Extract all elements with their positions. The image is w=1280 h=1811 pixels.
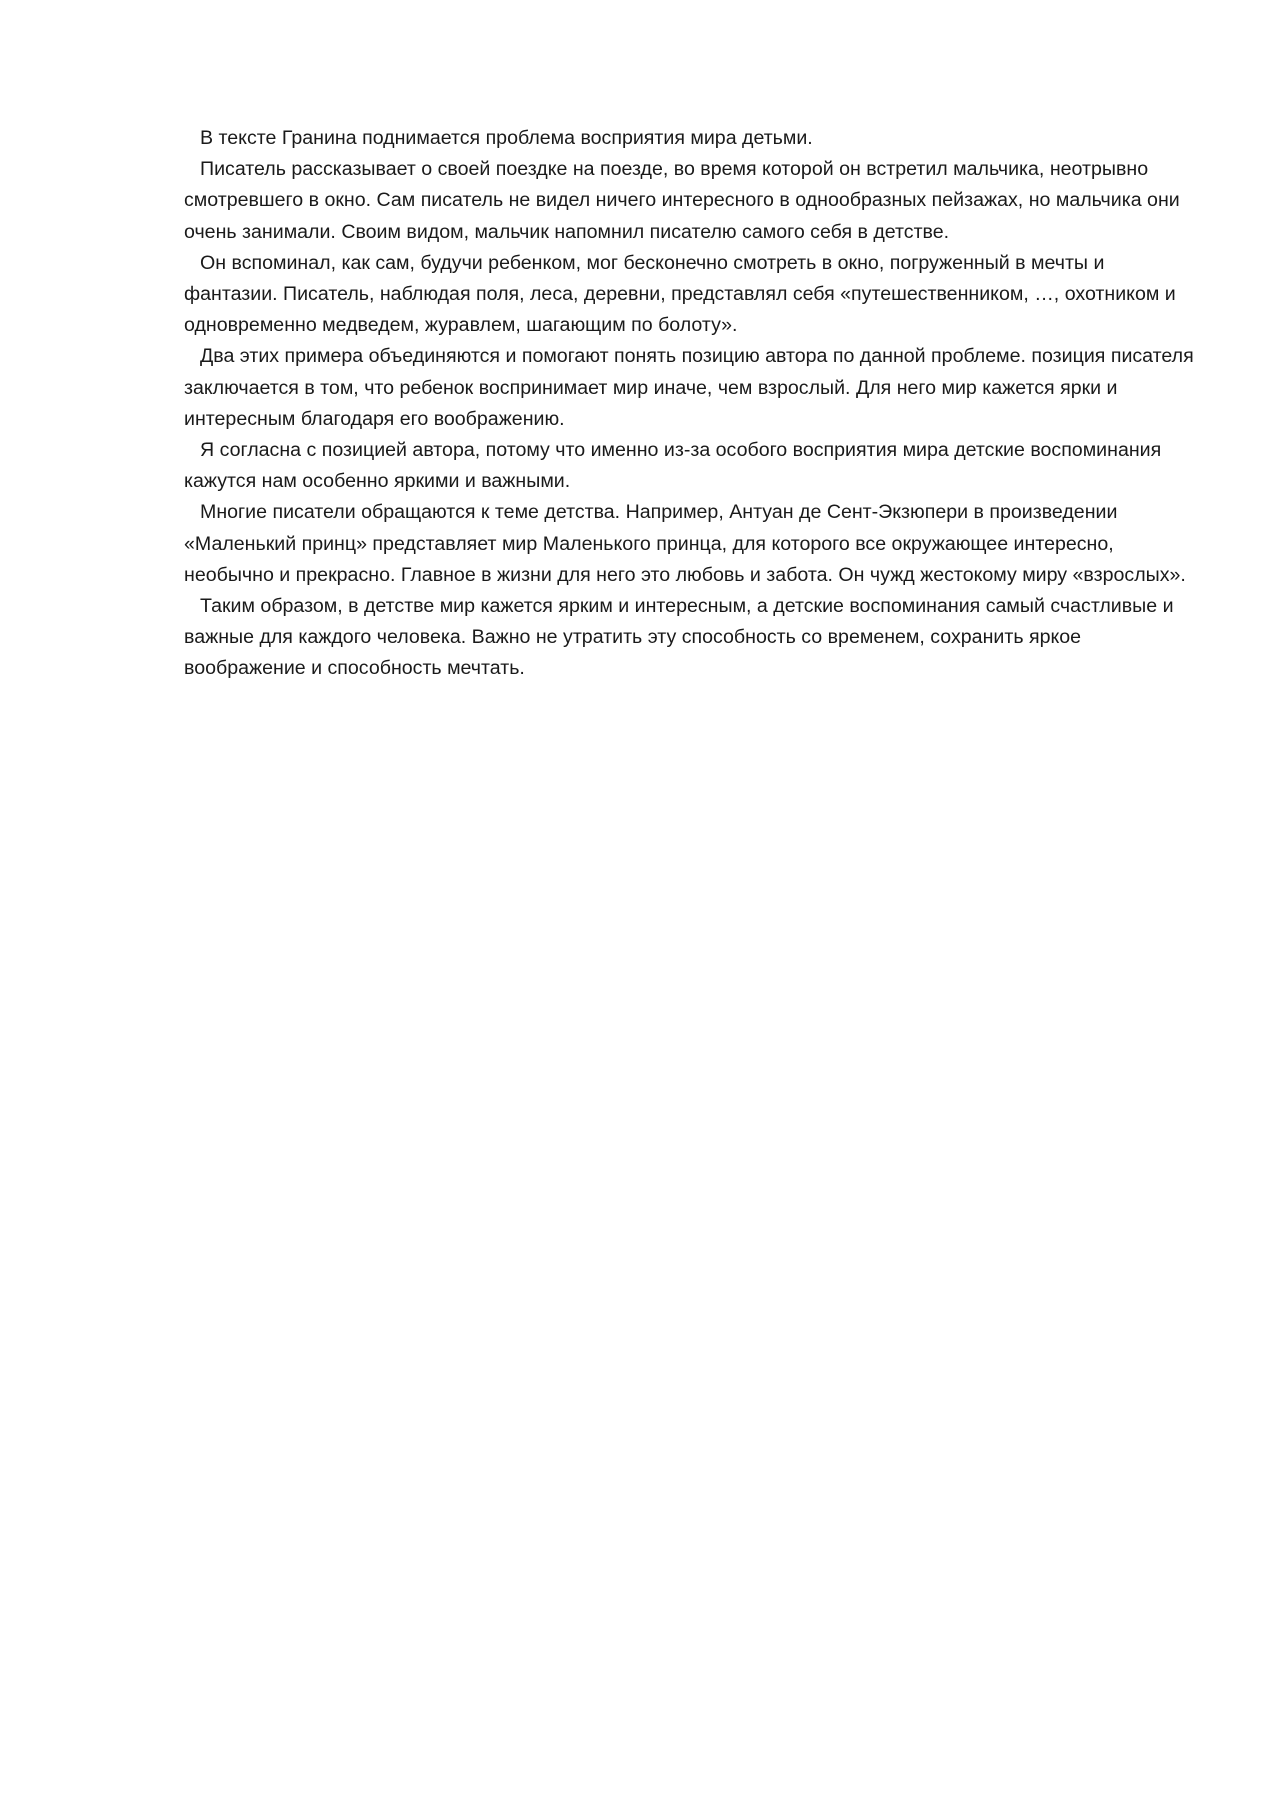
document-body (184, 123, 1194, 685)
paragraph-6: Многие писатели обращаются к теме детства. Например, Антуан де Сент-Экзюпери в произведении «Маленький принц» представляет мир Маленького принца, для которого все окружающее интересно, необычно и прекрасно. Главное в жизни для него это любовь и забота. Он чужд жестокому миру «взрослых». (184, 501, 1186, 586)
paragraph-5: Я согласна с позицией автора, потому что именно из-за особого восприятия мира детские воспоминания кажутся нам особенно яркими и важными. (184, 439, 1162, 493)
paragraph-4: Два этих примера объединяются и помогают понять позицию автора по данной проблеме. позиция писателя заключается в том, что ребенок воспринимает мир иначе, чем взрослый. Для него мир кажется ярки и интересным благодаря его воображению. (184, 345, 1194, 430)
paragraph-2: Писатель рассказывает о своей поездке на поезде, во время которой он встретил мальчика, неотрывно смотревшего в окно. Сам писатель не видел ничего интересного в однообразных пейзажах, но мальчика они очень занимали. Своим видом, мальчик напомнил писателю самого себя в детстве. (184, 158, 1180, 243)
paragraph-7: Таким образом, в детстве мир кажется ярким и интересным, а детские воспоминания самый счастливые и важные для каждого человека. Важно не утратить эту способность со временем, сохранить яркое воображение и способность мечтать. (184, 595, 1174, 680)
paragraph-3: Он вспоминал, как сам, будучи ребенком, мог бесконечно смотреть в окно, погруженный в мечты и фантазии. Писатель, наблюдая поля, леса, деревни, представлял себя «путешественником, …, охотником и одновременно медведем, журавлем, шагающим по болоту». (184, 251, 1176, 337)
paragraph-1: В тексте Гранина поднимается проблема восприятия мира детьми. (200, 127, 813, 149)
